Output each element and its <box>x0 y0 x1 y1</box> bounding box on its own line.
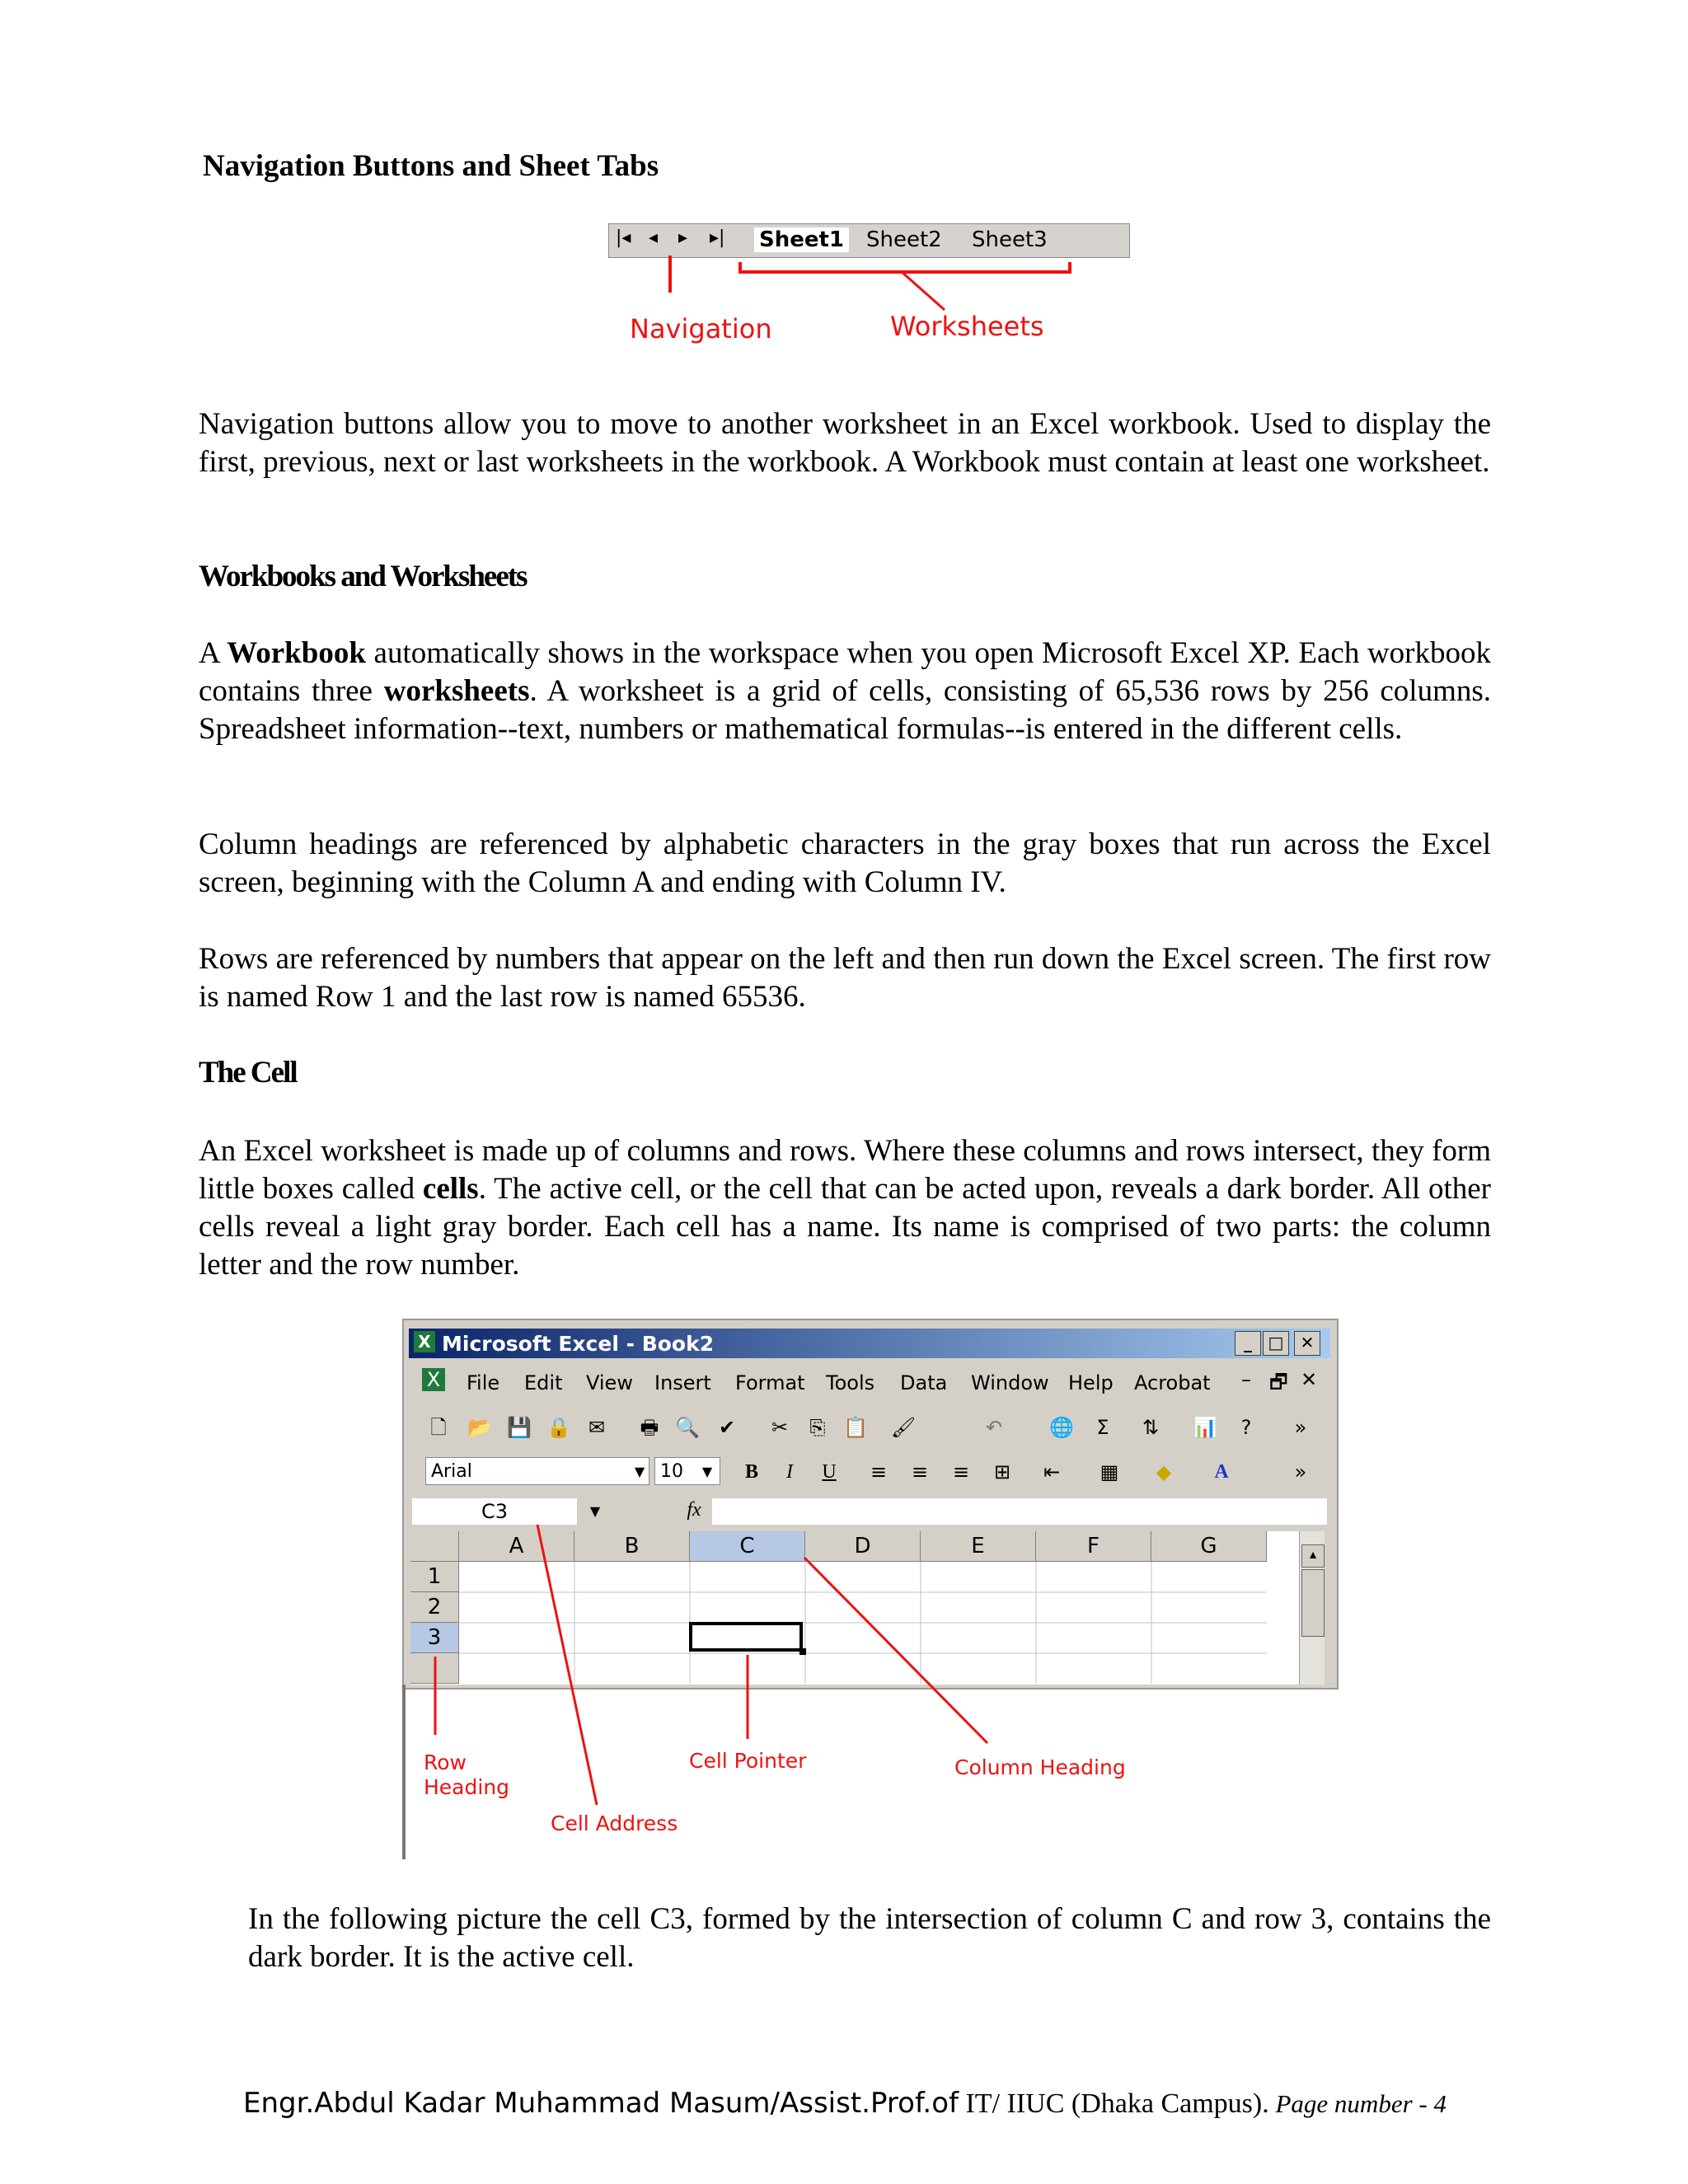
menu-edit[interactable]: Edit <box>524 1371 563 1394</box>
text-run: . The active cell, or the cell that can be acted upon, reveals a dark border. All other cells reveal a light gray border. Each cell has a name. Its name is comprised of two parts: the column letter and the row number. <box>199 1172 1491 1282</box>
decrease-indent-icon[interactable]: ⇤ <box>1043 1460 1061 1483</box>
chart-wizard-icon[interactable]: 📊 <box>1193 1416 1217 1439</box>
align-right-icon[interactable]: ≡ <box>952 1460 970 1483</box>
window-title: Microsoft Excel - Book2 <box>442 1332 715 1356</box>
label-cell-address: Cell Address <box>551 1811 678 1835</box>
column-heading-c[interactable]: C <box>690 1531 805 1562</box>
text-run: . A worksheet is a grid of cells, consisting of 65,536 rows by 256 columns. Spreadsheet information--text, numbers or mathematical formulas--is entered in the different cells. <box>199 674 1491 746</box>
format-painter-icon[interactable]: 🖌 <box>890 1416 917 1439</box>
cut-icon[interactable]: ✂ <box>771 1416 789 1439</box>
font-name-value: Arial <box>431 1461 472 1482</box>
fill-color-icon[interactable]: ◆ <box>1156 1460 1172 1483</box>
first-sheet-icon[interactable]: |◂ <box>616 227 631 248</box>
footer-author: Engr.Abdul Kadar Muhammad Masum/Assist.Prof.of <box>243 2087 959 2120</box>
hyperlink-icon[interactable]: 🌐 <box>1049 1416 1074 1439</box>
section-heading-cell: The Cell <box>199 1056 297 1090</box>
permission-icon[interactable]: 🔒 <box>546 1416 571 1439</box>
copy-icon[interactable]: ⎘ <box>809 1416 826 1439</box>
spelling-icon[interactable]: ✔ <box>718 1416 736 1439</box>
name-box-value: C3 <box>481 1500 509 1523</box>
autosum-icon[interactable]: Σ <box>1096 1416 1109 1439</box>
label-navigation: Navigation <box>630 313 772 344</box>
column-heading-d[interactable]: D <box>805 1531 921 1562</box>
figure1-callout-lines <box>608 255 1136 313</box>
align-center-icon[interactable]: ≡ <box>911 1460 929 1483</box>
sheet-tab-bar <box>608 223 1130 258</box>
scroll-up-icon[interactable]: ▲ <box>1301 1544 1325 1568</box>
row-heading-2[interactable]: 2 <box>410 1592 459 1623</box>
figure-border-left <box>402 1685 406 1859</box>
menu-window[interactable]: Window <box>971 1371 1049 1394</box>
bold-icon[interactable]: B <box>744 1461 758 1483</box>
close-doc-icon[interactable]: ✕ <box>1301 1368 1318 1391</box>
paragraph-cell <box>199 1132 1491 1284</box>
underline-icon[interactable]: U <box>822 1461 837 1483</box>
menu-bar <box>409 1363 1330 1403</box>
toolbar-options-icon[interactable]: » <box>1294 1416 1307 1439</box>
text-run: An Excel worksheet is made up of columns and rows. Where these columns and rows intersect, they form little boxes called <box>199 1134 1491 1206</box>
standard-toolbar <box>409 1408 1330 1447</box>
row-heading-1[interactable]: 1 <box>410 1562 459 1592</box>
font-name-select[interactable] <box>425 1457 649 1485</box>
chevron-down-icon[interactable]: ▼ <box>634 1464 645 1479</box>
italic-icon[interactable]: I <box>786 1461 793 1483</box>
bold-run: cells <box>422 1172 479 1206</box>
maximize-icon[interactable]: □ <box>1263 1331 1289 1356</box>
menu-file[interactable]: File <box>467 1371 500 1394</box>
text-run: automatically shows in the workspace when you open Microsoft Excel XP. Each workbook contains three <box>199 636 1491 708</box>
undo-icon[interactable]: ↶ <box>985 1416 1003 1439</box>
borders-icon[interactable]: ▦ <box>1100 1460 1119 1483</box>
menu-acrobat[interactable]: Acrobat <box>1134 1371 1211 1394</box>
column-heading-e[interactable]: E <box>921 1531 1036 1562</box>
menu-view[interactable]: View <box>586 1371 633 1394</box>
workbook-icon[interactable]: X <box>422 1368 445 1391</box>
tab-sheet2[interactable]: Sheet2 <box>866 227 942 252</box>
paragraph-navigation: Navigation buttons allow you to move to another worksheet in an Excel workbook. Used to display the first, previous, next or last worksheets in the workbook. A Workbook must contain at least one worksheet. <box>199 407 1491 479</box>
menu-format[interactable]: Format <box>735 1371 805 1394</box>
label-row-heading-line2: Heading <box>424 1775 510 1799</box>
page-footer <box>243 2087 1447 2120</box>
label-worksheets: Worksheets <box>890 311 1044 342</box>
paragraph-workbook <box>199 635 1491 748</box>
scroll-thumb[interactable] <box>1301 1569 1325 1637</box>
sort-ascending-icon[interactable]: ⇅ <box>1142 1416 1160 1439</box>
column-heading-f[interactable]: F <box>1036 1531 1151 1562</box>
label-row-heading <box>424 1750 509 1800</box>
paragraph-c3: In the following picture the cell C3, formed by the intersection of column C and row 3, contains the dark border. It is the active cell. <box>248 1902 1491 1974</box>
print-icon[interactable]: 🖶 <box>640 1416 659 1439</box>
align-left-icon[interactable]: ≡ <box>870 1460 888 1483</box>
menu-insert[interactable]: Insert <box>654 1371 711 1394</box>
bold-run: worksheets <box>383 674 530 708</box>
tab-sheet3[interactable]: Sheet3 <box>972 227 1048 252</box>
excel-app-icon: X <box>414 1331 435 1352</box>
row-heading-3[interactable]: 3 <box>410 1623 459 1653</box>
section-heading-navigation: Navigation Buttons and Sheet Tabs <box>203 149 659 183</box>
last-sheet-icon[interactable]: ▸| <box>710 227 725 248</box>
merge-center-icon[interactable]: ⊞ <box>993 1460 1011 1483</box>
formatting-toolbar <box>409 1454 1330 1490</box>
close-icon[interactable]: ✕ <box>1294 1331 1320 1356</box>
help-icon[interactable]: ? <box>1240 1416 1252 1439</box>
title-bar <box>409 1329 1330 1358</box>
font-size-value: 10 <box>660 1461 683 1482</box>
email-icon[interactable]: ✉ <box>588 1416 606 1439</box>
next-sheet-icon[interactable]: ▸ <box>678 227 688 248</box>
menu-tools[interactable]: Tools <box>826 1371 875 1394</box>
chevron-down-icon[interactable]: ▼ <box>589 1503 601 1519</box>
menu-data[interactable]: Data <box>900 1371 948 1394</box>
paste-icon[interactable]: 📋 <box>843 1416 868 1439</box>
section-heading-workbooks: Workbooks and Worksheets <box>199 560 527 593</box>
open-icon[interactable]: 📂 <box>467 1416 492 1439</box>
column-heading-a[interactable]: A <box>459 1531 574 1562</box>
label-row-heading-line1: Row <box>424 1750 467 1774</box>
column-heading-g[interactable]: G <box>1151 1531 1267 1562</box>
label-column-heading: Column Heading <box>954 1755 1126 1779</box>
footer-page-number: Page number - 4 <box>1268 2089 1447 2118</box>
paragraph-rows: Rows are referenced by numbers that appear on the left and then run down the Excel screen. The first row is named Row 1 and the last row is named 65536. <box>199 942 1491 1014</box>
print-preview-icon[interactable]: 🔍 <box>675 1416 700 1439</box>
column-heading-b[interactable]: B <box>574 1531 690 1562</box>
text-run: A <box>199 636 227 670</box>
label-cell-pointer: Cell Pointer <box>689 1749 807 1773</box>
vertical-scrollbar[interactable] <box>1299 1531 1325 1685</box>
tab-sheet1[interactable]: Sheet1 <box>754 227 849 252</box>
new-icon[interactable]: 🗋 <box>430 1416 447 1439</box>
font-color-icon[interactable]: A <box>1214 1461 1229 1483</box>
restore-doc-icon[interactable]: 🗗 <box>1269 1371 1288 1394</box>
chevron-down-icon[interactable]: ▼ <box>701 1464 713 1479</box>
minimize-doc-icon[interactable]: – <box>1241 1368 1251 1391</box>
paragraph-columns: Column headings are referenced by alphabetic characters in the gray boxes that run across the Excel screen, beginning with the Column A and ending with Column IV. <box>199 827 1491 899</box>
menu-help[interactable]: Help <box>1068 1371 1114 1394</box>
previous-sheet-icon[interactable]: ◂ <box>649 227 659 248</box>
toolbar-options-icon[interactable]: » <box>1294 1460 1307 1483</box>
footer-org: IT/ IIUC (Dhaka Campus). <box>958 2088 1269 2119</box>
minimize-icon[interactable]: _ <box>1235 1331 1261 1356</box>
save-icon[interactable]: 💾 <box>507 1416 532 1439</box>
insert-function-icon[interactable]: fx <box>687 1499 701 1521</box>
bold-run: Workbook <box>227 636 366 670</box>
